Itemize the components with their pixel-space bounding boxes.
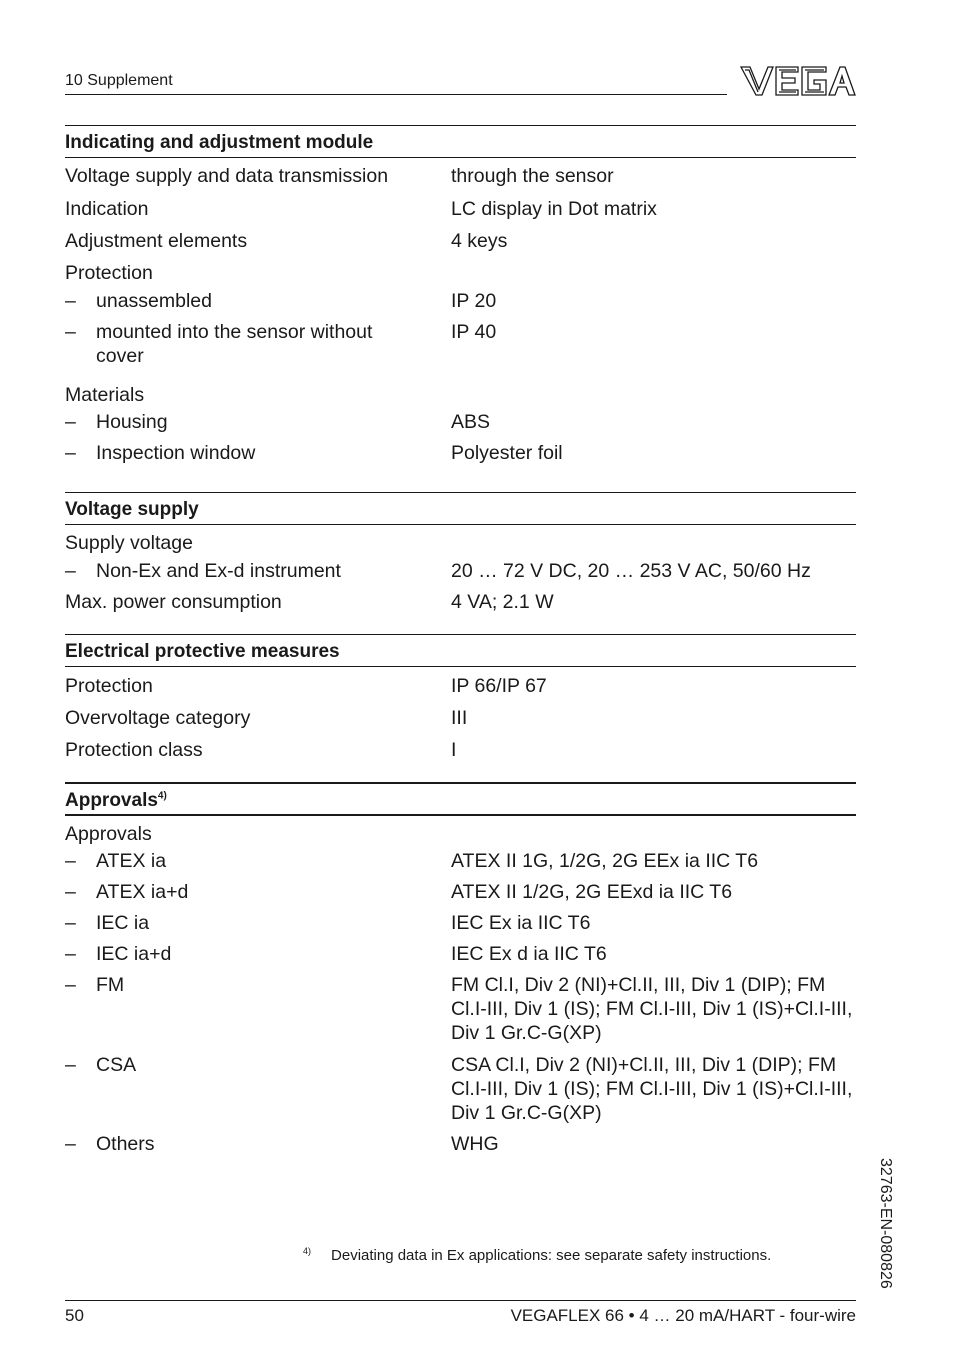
footer-rule xyxy=(65,1300,856,1301)
spec-value: IEC Ex ia IIC T6 xyxy=(451,912,591,934)
section-top-rule xyxy=(65,492,856,493)
section-title: Indicating and adjustment module xyxy=(65,132,374,153)
spec-value: 4 keys xyxy=(451,230,508,252)
dash-bullet: – xyxy=(65,1133,76,1155)
spec-label: unassembled xyxy=(96,290,212,312)
section-title: Voltage supply xyxy=(65,499,199,520)
dash-bullet: – xyxy=(65,974,76,996)
section-title-rule xyxy=(65,524,856,525)
dash-bullet: – xyxy=(65,321,76,343)
spec-label: IEC ia xyxy=(96,912,150,934)
spec-label: CSA xyxy=(96,1054,137,1076)
footer-product: VEGAFLEX 66 • 4 … 20 mA/HART - four-wire xyxy=(510,1306,856,1325)
spec-value: IP 20 xyxy=(451,290,497,312)
spec-value: WHG xyxy=(451,1133,499,1155)
spec-label: FM xyxy=(96,974,125,996)
spec-value: Polyester foil xyxy=(451,442,563,464)
spec-value: ATEX II 1/2G, 2G EExd ia IIC T6 xyxy=(451,881,733,903)
section-title-rule xyxy=(65,814,856,816)
section-top-rule xyxy=(65,782,856,784)
spec-label: Indication xyxy=(65,198,149,220)
spec-label: Overvoltage category xyxy=(65,707,251,729)
vega-logo xyxy=(740,64,856,98)
page-number: 50 xyxy=(65,1306,84,1325)
dash-bullet: – xyxy=(65,881,76,903)
spec-label: Protection xyxy=(65,262,153,284)
section-title xyxy=(65,790,167,812)
spec-label: Adjustment elements xyxy=(65,230,248,252)
spec-label: Materials xyxy=(65,384,145,406)
spec-value: 20 … 72 V DC, 20 … 253 V AC, 50/60 Hz xyxy=(451,560,811,582)
section-top-rule xyxy=(65,125,856,126)
header-section: 10 Supplement xyxy=(65,72,173,89)
section-title: Electrical protective measures xyxy=(65,641,340,662)
dash-bullet: – xyxy=(65,943,76,965)
spec-value: FM Cl.I, Div 2 (NI)+Cl.II, III, Div 1 (DIP); FM Cl.I-III, Div 1 (IS); FM Cl.I-III, Div 1 (IS)+Cl.I-III, Div 1 Gr.C-G(XP) xyxy=(451,974,853,1044)
document-id: 32763-EN-080826 xyxy=(877,1158,894,1289)
spec-value: 4 VA; 2.1 W xyxy=(451,591,554,613)
header-rule xyxy=(65,94,727,95)
footnote-text: Deviating data in Ex applications: see separate safety instructions. xyxy=(331,1247,772,1264)
spec-value: IP 66/IP 67 xyxy=(451,675,547,697)
spec-label: Housing xyxy=(96,411,168,433)
spec-label: Inspection window xyxy=(96,442,256,464)
spec-value: III xyxy=(451,707,468,729)
spec-value: LC display in Dot matrix xyxy=(451,198,657,220)
dash-bullet: – xyxy=(65,912,76,934)
spec-value: I xyxy=(451,739,457,761)
footnote-mark: 4) xyxy=(303,1246,312,1256)
spec-label: mounted into the sensor without cover xyxy=(96,321,373,367)
spec-value: CSA Cl.I, Div 2 (NI)+Cl.II, III, Div 1 (DIP); FM Cl.I-III, Div 1 (IS); FM Cl.I-III, Div 1 (IS)+Cl.I-III, Div 1 Gr.C-G(XP) xyxy=(451,1054,853,1124)
footnote-ref: 4) xyxy=(157,790,167,802)
dash-bullet: – xyxy=(65,290,76,312)
dash-bullet: – xyxy=(65,850,76,872)
spec-label: Non-Ex and Ex-d instrument xyxy=(96,560,341,582)
spec-label: ATEX ia xyxy=(96,850,167,872)
spec-value: ATEX II 1G, 1/2G, 2G EEx ia IIC T6 xyxy=(451,850,759,872)
spec-value: IEC Ex d ia IIC T6 xyxy=(451,943,607,965)
section-title-rule xyxy=(65,157,856,158)
spec-label: Max. power consumption xyxy=(65,591,282,613)
spec-value: IP 40 xyxy=(451,321,497,343)
dash-bullet: – xyxy=(65,442,76,464)
spec-label: Protection xyxy=(65,675,153,697)
spec-label: Others xyxy=(96,1133,155,1155)
footnote xyxy=(303,1246,771,1264)
section-top-rule xyxy=(65,634,856,635)
spec-label: Voltage supply and data transmission xyxy=(65,165,389,187)
spec-label: Supply voltage xyxy=(65,532,193,554)
spec-value: ABS xyxy=(451,411,491,433)
spec-label: ATEX ia+d xyxy=(96,881,189,903)
spec-value: through the sensor xyxy=(451,165,614,187)
dash-bullet: – xyxy=(65,560,76,582)
dash-bullet: – xyxy=(65,1054,76,1076)
spec-label: Protection class xyxy=(65,739,203,761)
dash-bullet: – xyxy=(65,411,76,433)
section-title-text: Approvals xyxy=(65,790,158,811)
section-title-rule xyxy=(65,666,856,667)
spec-label: IEC ia+d xyxy=(96,943,172,965)
spec-label: Approvals xyxy=(65,823,152,845)
